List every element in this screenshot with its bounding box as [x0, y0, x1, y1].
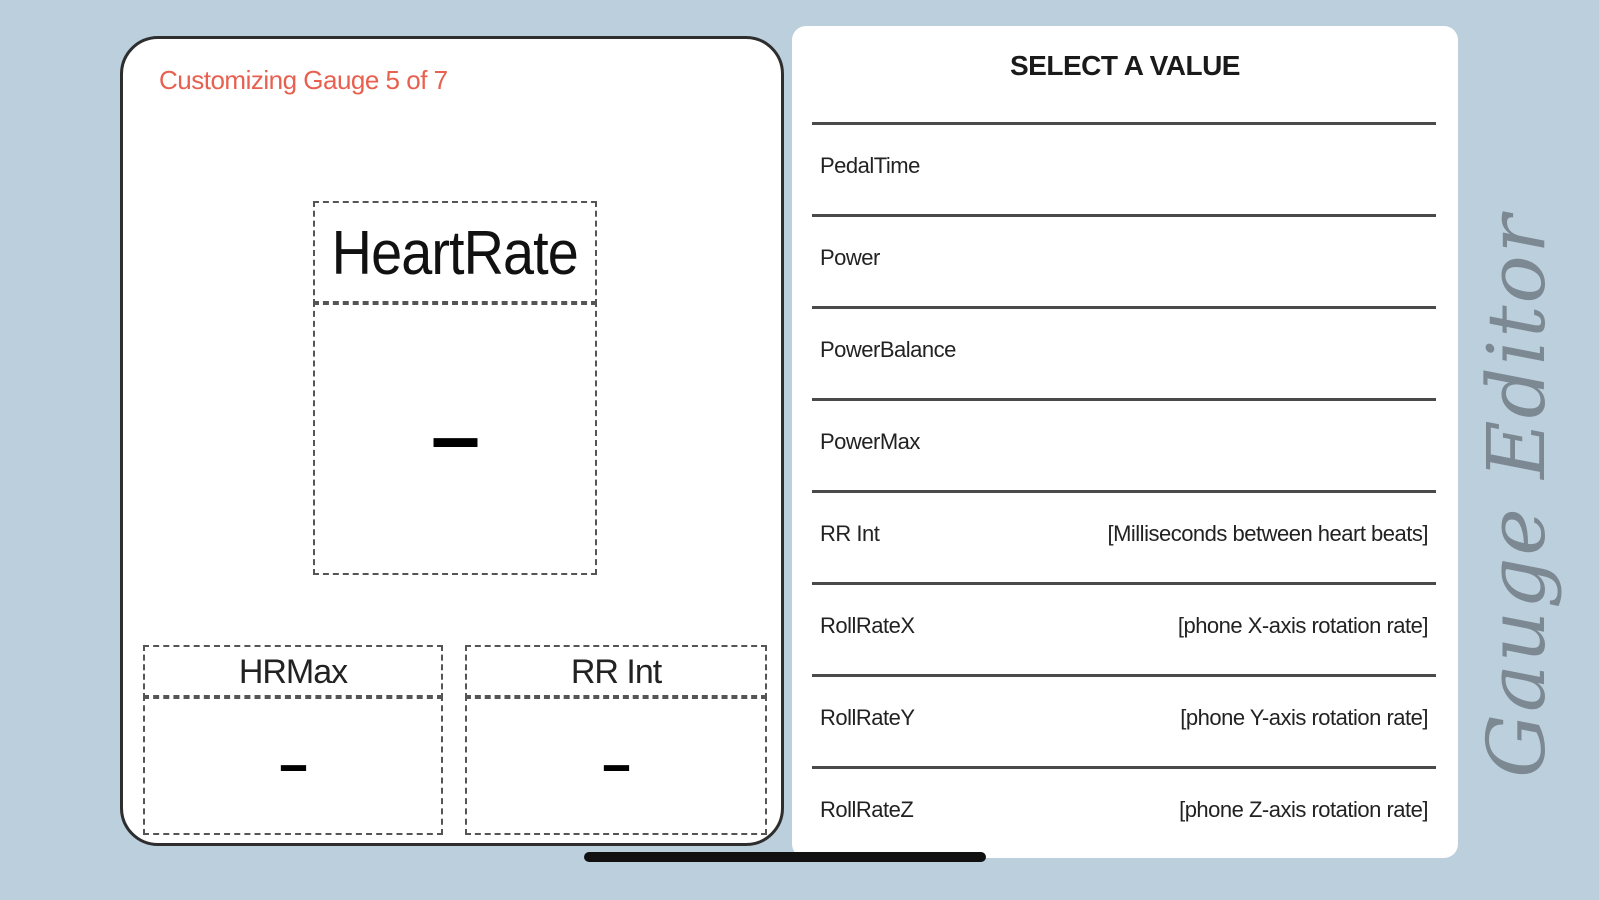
right-gauge-value-box[interactable] — [465, 695, 767, 835]
list-item[interactable] — [812, 582, 1436, 674]
side-title — [1469, 212, 1563, 778]
list-item[interactable] — [812, 398, 1436, 490]
list-item[interactable] — [812, 674, 1436, 766]
list-item-description: [Milliseconds between heart beats] — [1107, 521, 1428, 546]
left-gauge-label: HRMax — [238, 652, 348, 691]
list-item-name: Power — [820, 245, 880, 270]
list-item-name: RR Int — [820, 521, 880, 546]
right-gauge-value: – — [599, 738, 633, 792]
left-gauge-label-box[interactable] — [143, 645, 443, 699]
list-item-name: PedalTime — [820, 153, 920, 178]
home-indicator[interactable] — [584, 852, 986, 862]
left-gauge-value-box[interactable] — [143, 695, 443, 835]
right-gauge-label: RR Int — [570, 652, 662, 691]
list-item-name: RollRateZ — [820, 797, 914, 822]
main-gauge-value: – — [427, 397, 483, 479]
list-item[interactable] — [812, 214, 1436, 306]
value-list — [812, 122, 1436, 858]
main-gauge-label-box[interactable] — [313, 201, 597, 305]
panel-title: SELECT A VALUE — [1010, 50, 1240, 81]
gauge-subtitle: Customizing Gauge 5 of 7 — [159, 65, 448, 95]
main-gauge-value-box[interactable] — [313, 301, 597, 575]
list-item-name: PowerBalance — [820, 337, 956, 362]
main-gauge-label: HeartRate — [331, 218, 579, 288]
side-title-text: Gauge Editor — [1469, 212, 1563, 778]
gauge-preview-card — [120, 36, 784, 846]
list-item-description: [phone Z-axis rotation rate] — [1179, 797, 1428, 822]
list-item[interactable] — [812, 122, 1436, 214]
left-gauge-value: – — [276, 738, 310, 792]
list-item[interactable] — [812, 766, 1436, 858]
value-select-panel — [792, 26, 1458, 858]
list-item-description: [phone Y-axis rotation rate] — [1180, 705, 1428, 730]
list-item-name: RollRateX — [820, 613, 915, 638]
list-item-name: RollRateY — [820, 705, 915, 730]
list-item[interactable] — [812, 490, 1436, 582]
list-item-name: PowerMax — [820, 429, 920, 454]
list-item-description: [phone X-axis rotation rate] — [1177, 613, 1428, 638]
list-item[interactable] — [812, 306, 1436, 398]
right-gauge-label-box[interactable] — [465, 645, 767, 699]
